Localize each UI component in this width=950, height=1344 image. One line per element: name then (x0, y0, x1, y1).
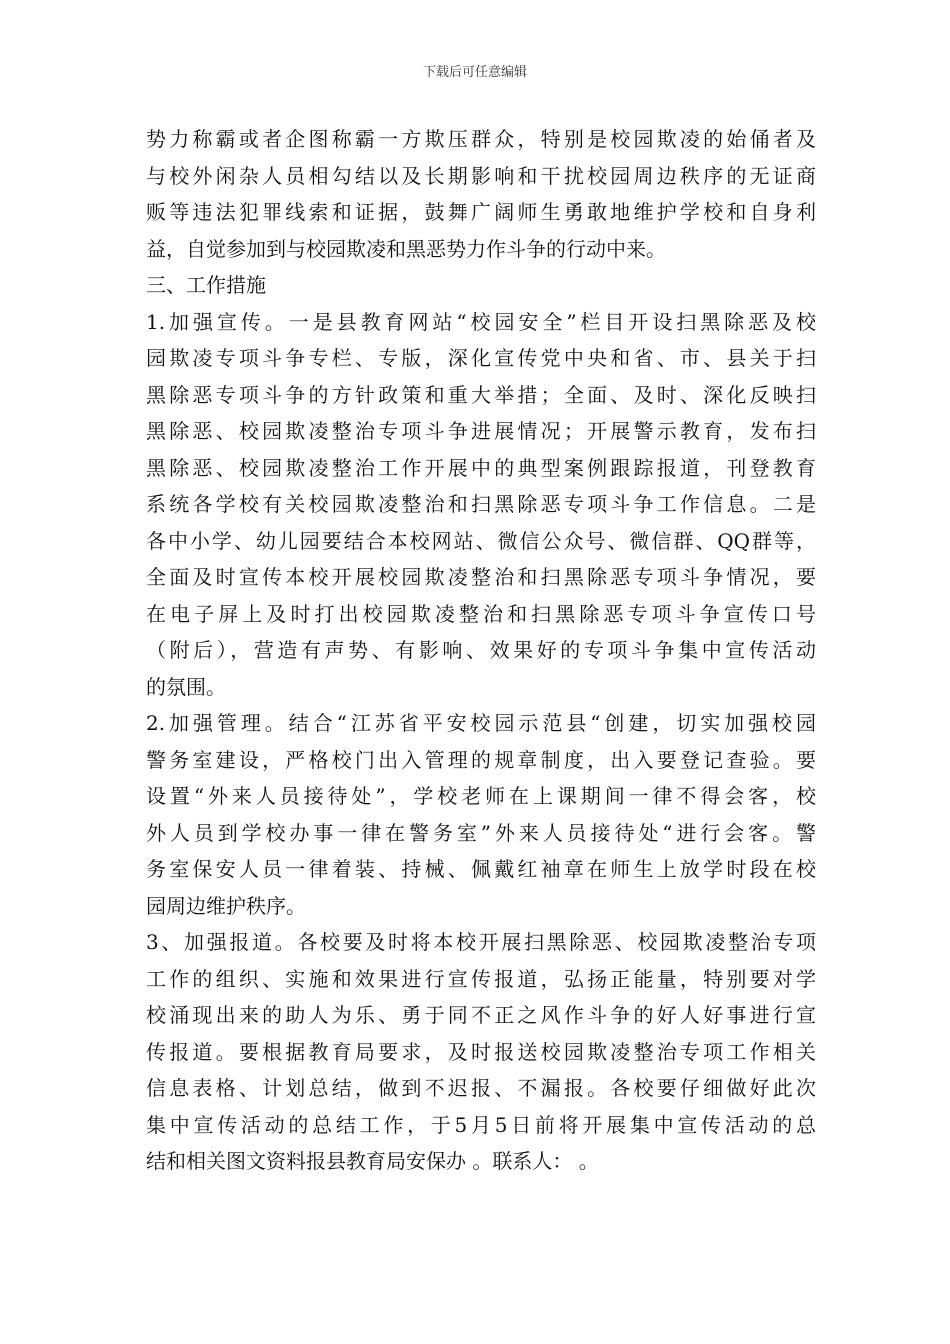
text-line: 结和相关图文资料报县教育局安保办 。联系人： 。 (146, 1149, 599, 1173)
text-line: 黑除恶、校园欺凌整治专项斗争进展情况；开展警示教育，发布扫 (146, 419, 816, 443)
text-line: 各中小学、幼儿园要结合本校网站、微信公众号、微信群、QQ群等， (146, 528, 816, 553)
text-line: 务室保安人员一律着装、持械、佩戴红袖章在师生上放学时段在校 (146, 857, 816, 881)
text-line: 势力称霸或者企图称霸一方欺压群众，特别是校园欺凌的始俑者及 (146, 127, 816, 151)
text-line: 全面及时宣传本校开展校园欺凌整治和扫黑除恶专项斗争情况，要 (146, 565, 816, 589)
text-line: 警务室建设，严格校门出入管理的规章制度，出入要登记查验。要 (146, 747, 816, 772)
text-line: 黑除恶、校园欺凌整治工作开展中的典型案例跟踪报道，刊登教育 (146, 455, 816, 480)
text-line: 在电子屏上及时打出校园欺凌整治和扫黑除恶专项斗争宣传口号 (146, 601, 816, 626)
text-line: 校涌现出来的助人为乐、勇于同不正之风作斗争的好人好事进行宣 (146, 1003, 816, 1027)
page-header-note: 下载后可任意编辑 (422, 65, 527, 80)
text-line: 贩等违法犯罪线索和证据，鼓舞广阔师生勇敢地维护学校和自身利 (146, 200, 816, 224)
text-line: 益，自觉参加到与校园欺凌和黑恶势力作斗争的行动中来。 (146, 236, 666, 261)
text-line: 集中宣传活动的总结工作，于5月5日前将开展集中宣传活动的总 (146, 1112, 816, 1137)
text-line: 与校外闲杂人员相勾结以及长期影响和干扰校园周边秩序的无证商 (146, 163, 816, 188)
text-line: 设置“外来人员接待处”，学校老师在上课期间一律不得会客，校 (146, 784, 816, 808)
text-line: （附后），营造有声势、有影响、效果好的专项斗争集中宣传活动 (146, 638, 816, 662)
text-line: 3、加强报道。各校要及时将本校开展扫黑除恶、校园欺凌整治专项 (146, 930, 816, 954)
document-body (146, 121, 816, 1180)
text-line: 的氛围。 (146, 674, 226, 699)
text-line: 园欺凌专项斗争专栏、专版，深化宣传党中央和省、市、县关于扫 (146, 346, 816, 370)
text-line: 系统各学校有关校园欺凌整治和扫黑除恶专项斗争工作信息。二是 (146, 492, 816, 516)
section-heading: 三、工作措施 (146, 273, 266, 297)
text-line: 1.加强宣传。一是县教育网站“校园安全”栏目开设扫黑除恶及校 (146, 309, 816, 334)
text-line: 工作的组织、实施和效果进行宣传报道，弘扬正能量，特别要对学 (146, 966, 816, 991)
text-line: 信息表格、计划总结，做到不迟报、不漏报。各校要仔细做好此次 (146, 1076, 816, 1100)
text-line: 2.加强管理。结合“江苏省平安校园示范县“创建，切实加强校园 (146, 711, 816, 735)
text-line: 园周边维护秩序。 (146, 893, 306, 918)
text-line: 黑除恶专项斗争的方针政策和重大举措；全面、及时、深化反映扫 (146, 382, 816, 407)
text-line: 外人员到学校办事一律在警务室”外来人员接待处“进行会客。警 (146, 820, 816, 845)
text-line: 传报道。要根据教育局要求，及时报送校园欺凌整治专项工作相关 (146, 1039, 816, 1064)
